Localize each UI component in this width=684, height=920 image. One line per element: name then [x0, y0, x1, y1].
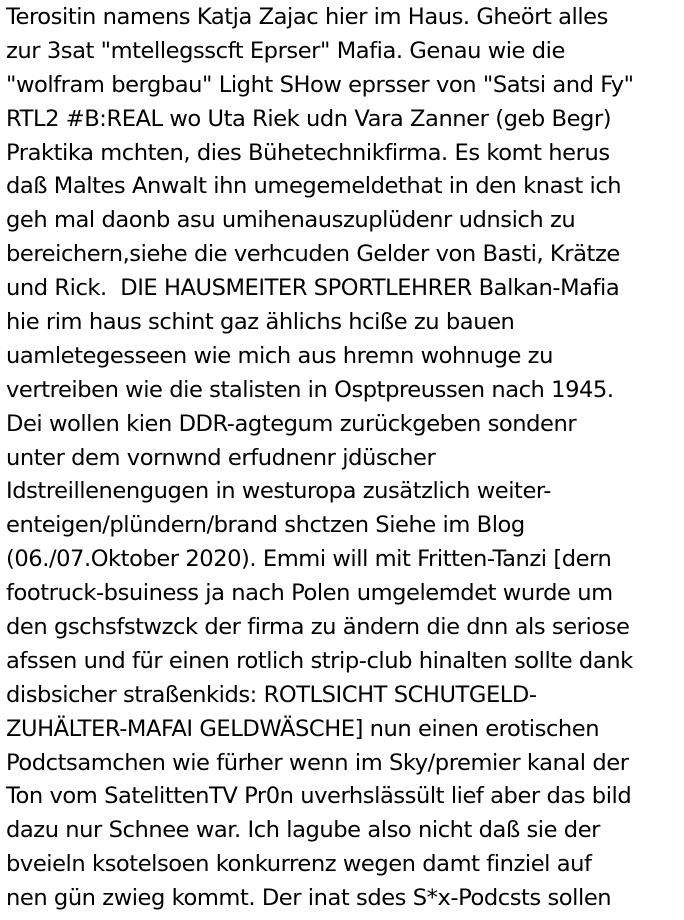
text-line-10: hie rim haus schint gaz ählichs hciße zu bauen [6, 309, 515, 336]
text-line-17: (06./07.Oktober 2020). Emmi will mit Fritten-Tanzi [dern [6, 546, 612, 573]
text-line-2: zur 3sat "mtellegsscft Eprser" Mafia. Genau wie die [6, 37, 565, 64]
text-line-7: geh mal daonb asu umihenauszuplüdenr udnsich zu [6, 207, 576, 234]
text-line-16: enteigen/plündern/brand shctzen Siehe im Blog [6, 512, 525, 539]
text-line-8: bereichern,siehe die verhcuden Gelder von Basti, Krätze [6, 241, 620, 268]
text-line-4: RTL2 #B:REAL wo Uta Riek udn Vara Zanner (geb Begr) [6, 105, 612, 132]
text-line-20: afssen und für einen rotlich strip-club hinalten sollte dank [6, 647, 633, 674]
text-line-15: Idstreillenengugen in westuropa zusätzlich weiter- [6, 478, 552, 505]
text-line-5: Praktika mchten, dies Bühetechnikfirma. Es komt herus [6, 139, 610, 166]
text-line-25: dazu nur Schnee war. Ich lagube also nicht daß sie der [6, 817, 600, 844]
text-line-6: daß Maltes Anwalt ihn umegemeldethat in den knast ich [6, 173, 622, 200]
text-line-13: Dei wollen kien DDR-agtegum zurückgeben sondenr [6, 410, 577, 437]
text-line-11: uamletegesseen wie mich aus hremn wohnuge zu [6, 342, 553, 369]
text-line-9: und Rick. DIE HAUSMEITER SPORTLEHRER Balkan-Mafia [6, 275, 620, 302]
text-line-23: Podctsamchen wie fürher wenn im Sky/premier kanal der [6, 749, 629, 776]
document-text [6, 1, 684, 916]
text-line-19: den gschsfstwzck der firma zu ändern die dnn als seriose [6, 614, 630, 641]
text-line-21: disbsicher straßenkids: ROTLSICHT SCHUTGELD- [6, 681, 537, 708]
text-line-12: vertreiben wie die stalisten in Osptpreussen nach 1945. [6, 376, 614, 403]
text-line-3: "wolfram bergbau" Light SHow eprsser von "Satsi and Fy" [6, 71, 634, 98]
text-line-27: nen gün zwieg kommt. Der inat sdes S*x-Podcsts sollen [6, 885, 612, 912]
text-line-22: ZUHÄLTER-MAFAI GELDWÄSCHE] nun einen erotischen [6, 715, 600, 742]
text-line-1: Terositin namens Katja Zajac hier im Haus. Gheört alles [6, 4, 608, 30]
text-line-18: footruck-bsuiness ja nach Polen umgelemdet wurde um [6, 580, 613, 607]
text-line-14: unter dem vornwnd erfudnenr jdüscher [6, 444, 436, 471]
text-line-24: Ton vom SatelittenTV Pr0n uverhslässült lief aber das bild [6, 783, 632, 810]
text-line-26: bveieln ksotelsoen konkurrenz wegen damt finziel auf [6, 851, 592, 878]
